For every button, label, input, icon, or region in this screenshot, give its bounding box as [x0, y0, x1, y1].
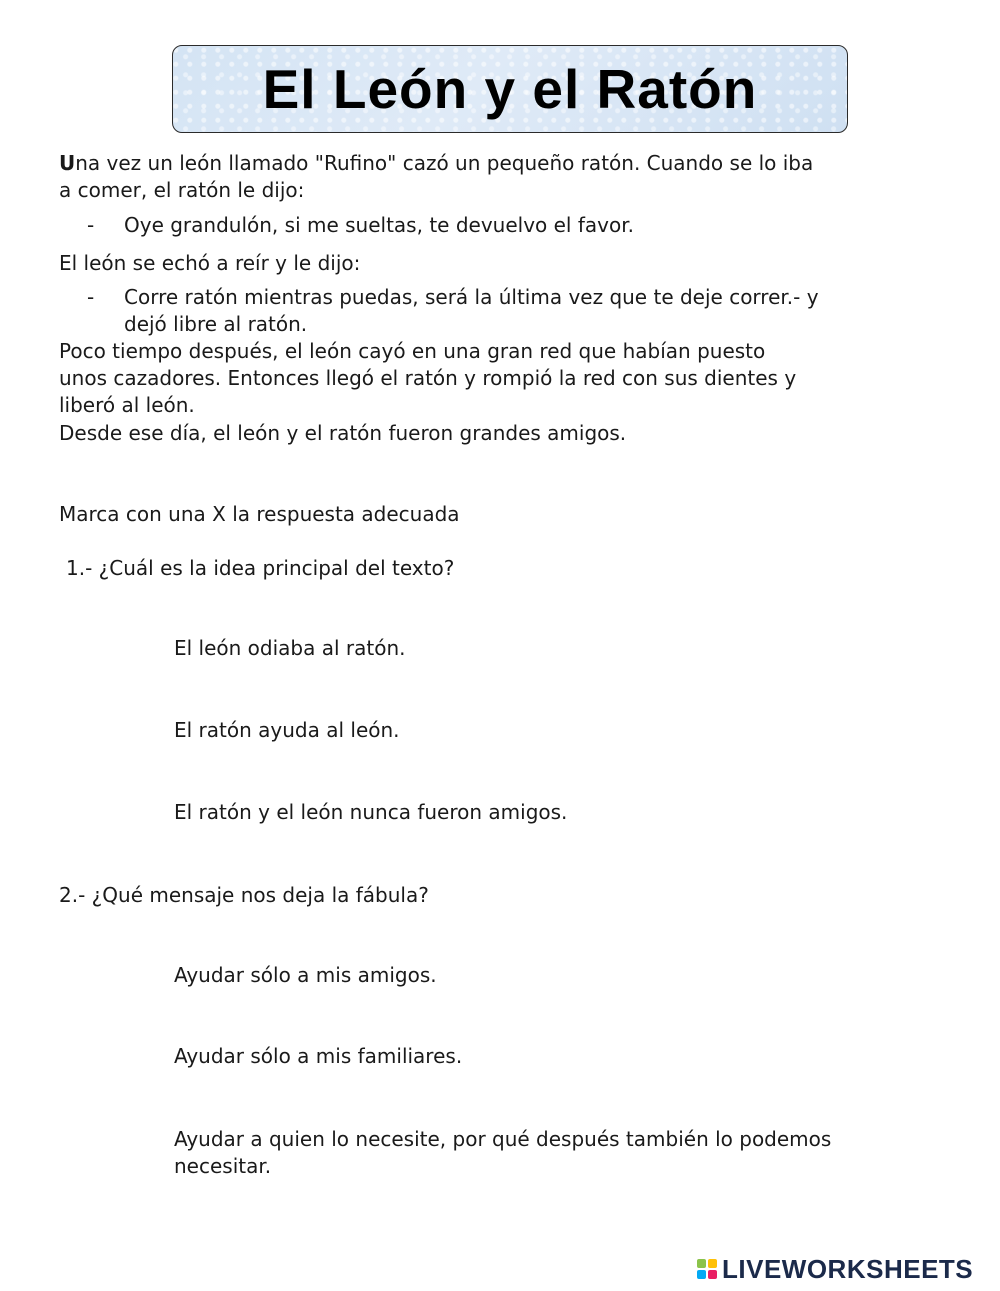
- story-line: a comer, el ratón le dijo:: [59, 178, 305, 202]
- question-2: 2.- ¿Qué mensaje nos deja la fábula?: [59, 883, 429, 907]
- page-title: El León y el Ratón: [262, 58, 758, 120]
- story-line: Desde ese día, el león y el ratón fueron grandes amigos.: [59, 421, 627, 445]
- story-line: liberó al león.: [59, 393, 195, 417]
- logo-text: LIVEWORKSHEETS: [722, 1253, 974, 1284]
- dialogue-line: dejó libre al ratón.: [124, 312, 308, 336]
- liveworksheets-logo: [697, 1255, 973, 1283]
- answer-option[interactable]: Ayudar sólo a mis familiares.: [174, 1044, 463, 1068]
- question-1: 1.- ¿Cuál es la idea principal del texto?: [66, 556, 455, 580]
- story-line: [59, 150, 813, 177]
- liveworksheets-logo-icon: [697, 1257, 719, 1281]
- dialogue-dash: -: [87, 213, 95, 237]
- story-line: unos cazadores. Entonces llegó el ratón y rompió la red con sus dientes y: [59, 366, 797, 390]
- dialogue-dash: -: [87, 285, 95, 309]
- answer-option[interactable]: Ayudar a quien lo necesite, por qué después también lo podemos: [174, 1127, 832, 1151]
- answer-option[interactable]: El león odiaba al ratón.: [174, 636, 406, 660]
- answer-option-continuation: necesitar.: [174, 1154, 272, 1178]
- story-text: na vez un león llamado "Rufino" cazó un pequeño ratón. Cuando se lo iba: [75, 151, 814, 175]
- title-banner: [172, 45, 848, 133]
- story-line: Poco tiempo después, el león cayó en una gran red que habían puesto: [59, 339, 766, 363]
- dialogue-line: Oye grandulón, si me sueltas, te devuelvo el favor.: [124, 213, 634, 237]
- drop-letter: U: [59, 151, 76, 175]
- dialogue-line: Corre ratón mientras puedas, será la última vez que te deje correr.- y: [124, 285, 819, 309]
- answer-option[interactable]: Ayudar sólo a mis amigos.: [174, 963, 437, 987]
- instruction: Marca con una X la respuesta adecuada: [59, 502, 460, 526]
- answer-option[interactable]: El ratón ayuda al león.: [174, 718, 400, 742]
- story-line: El león se echó a reír y le dijo:: [59, 251, 361, 275]
- answer-option[interactable]: El ratón y el león nunca fueron amigos.: [174, 800, 568, 824]
